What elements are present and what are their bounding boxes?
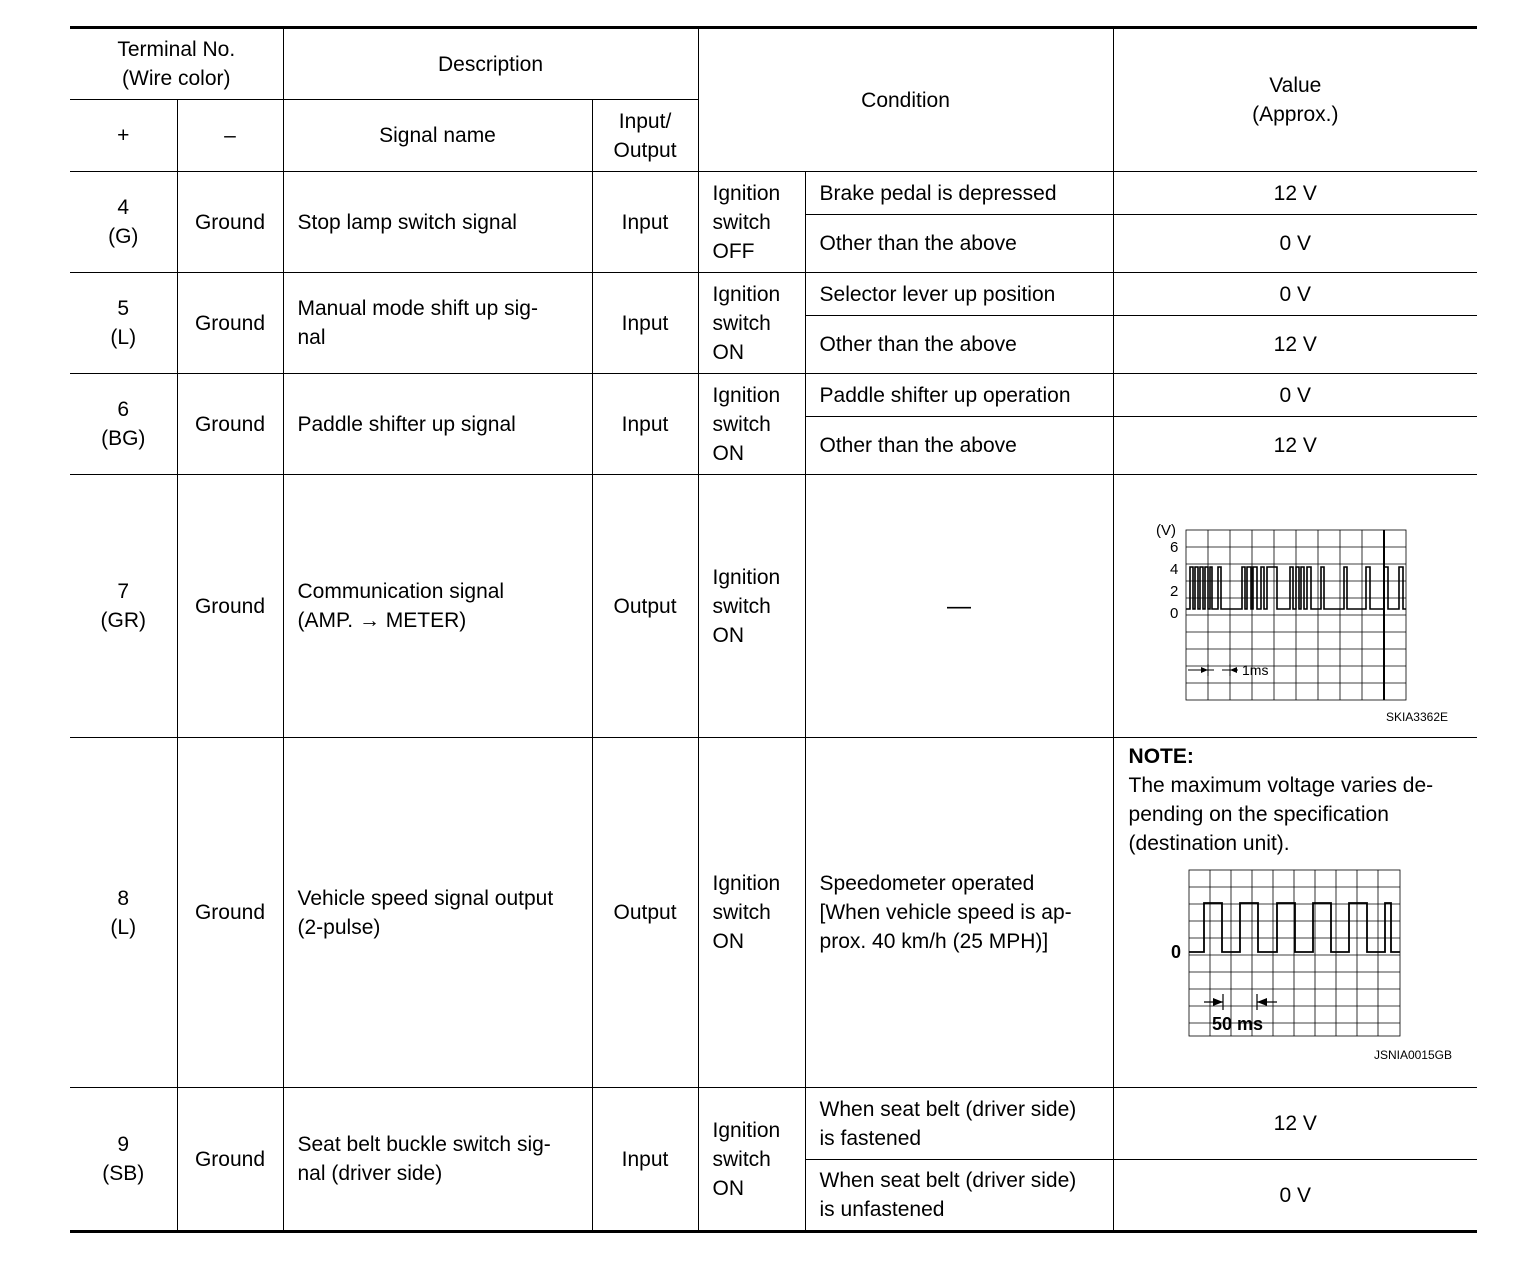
value-cell: 0 V [1113, 273, 1477, 316]
table-row [70, 273, 1477, 316]
io-cell: Output [592, 738, 698, 1088]
condition-header: Condition [698, 28, 1113, 172]
signal-name-header: Signal name [283, 100, 592, 172]
wave-tick-6: 6 [1169, 539, 1178, 556]
terminal-cell: 7 (GR) [70, 475, 177, 738]
condition-cell: When seat belt (driver side) is unfastened [805, 1160, 1113, 1232]
ground-cell: Ground [177, 475, 283, 738]
table-row [70, 374, 1477, 417]
condition-cell: Other than the above [805, 417, 1113, 475]
ignition-cell: Ignition switch ON [698, 273, 805, 374]
ignition-cell: Ignition switch OFF [698, 172, 805, 273]
wave-tick-2: 2 [1169, 583, 1178, 600]
table-row [70, 1088, 1477, 1160]
ground-cell: Ground [177, 172, 283, 273]
terminal-table-container [70, 26, 1477, 1233]
value-header: Value (Approx.) [1113, 28, 1477, 172]
ignition-cell: Ignition switch ON [698, 738, 805, 1088]
terminal-no-header: Terminal No. (Wire color) [70, 28, 283, 100]
description-header: Description [283, 28, 698, 100]
signal-name-cell: Manual mode shift up sig- nal [283, 273, 592, 374]
value-cell: 0 V [1113, 215, 1477, 273]
signal-name-cell: Vehicle speed signal output (2-pulse) [283, 738, 592, 1088]
condition-cell: Brake pedal is depressed [805, 172, 1113, 215]
value-cell-waveform [1113, 475, 1477, 738]
signal-name-cell: Stop lamp switch signal [283, 172, 592, 273]
condition-cell: Other than the above [805, 316, 1113, 374]
condition-cell: — [805, 475, 1113, 738]
table-row [70, 475, 1477, 738]
wave-tick-0: 0 [1169, 605, 1178, 622]
terminal-cell: 9 (SB) [70, 1088, 177, 1232]
value-cell: 0 V [1113, 1160, 1477, 1232]
signal-name-cell: Paddle shifter up signal [283, 374, 592, 475]
io-cell: Output [592, 475, 698, 738]
terminal-cell: 5 (L) [70, 273, 177, 374]
terminal-cell: 8 (L) [70, 738, 177, 1088]
terminal-cell: 4 (G) [70, 172, 177, 273]
speed-pulse-waveform [1114, 860, 1459, 1068]
wave-unit-label: (V) [1155, 522, 1176, 539]
io-cell: Input [592, 273, 698, 374]
signal-name-cell: Communication signal (AMP. → METER) [283, 475, 592, 738]
input-output-header: Input/ Output [592, 100, 698, 172]
ignition-cell: Ignition switch ON [698, 475, 805, 738]
ground-cell: Ground [177, 738, 283, 1088]
condition-cell: Speedometer operated [When vehicle speed is ap- prox. 40 km/h (25 MPH)] [805, 738, 1113, 1088]
ground-cell: Ground [177, 1088, 283, 1232]
figure-code: SKIA3362E [1385, 710, 1448, 724]
wave-time-label: 50 ms [1211, 1014, 1263, 1034]
io-cell: Input [592, 172, 698, 273]
ignition-cell: Ignition switch ON [698, 1088, 805, 1232]
table-row [70, 172, 1477, 215]
value-cell: 12 V [1113, 316, 1477, 374]
value-cell-note [1113, 738, 1477, 1088]
condition-cell: Paddle shifter up operation [805, 374, 1113, 417]
communication-waveform [1114, 475, 1477, 737]
io-cell: Input [592, 1088, 698, 1232]
header-row-1 [70, 28, 1477, 100]
wave-zero-label: 0 [1170, 942, 1181, 962]
communication-waveform-graphic [1114, 475, 1477, 737]
ground-cell: Ground [177, 374, 283, 475]
note-label: NOTE: [1128, 745, 1194, 768]
terminal-cell: 6 (BG) [70, 374, 177, 475]
value-cell: 12 V [1113, 417, 1477, 475]
wave-time-label: 1ms [1241, 662, 1268, 678]
figure-code: JSNIA0015GB [1373, 1048, 1452, 1062]
condition-cell: When seat belt (driver side) is fastened [805, 1088, 1113, 1160]
note-text: The maximum voltage varies de- pending on the specification (destination unit). [1128, 774, 1434, 855]
value-cell: 12 V [1113, 172, 1477, 215]
plus-header: + [70, 100, 177, 172]
io-cell: Input [592, 374, 698, 475]
value-cell: 12 V [1113, 1088, 1477, 1160]
ground-cell: Ground [177, 273, 283, 374]
condition-cell: Selector lever up position [805, 273, 1113, 316]
terminal-table [70, 26, 1477, 1233]
table-row [70, 738, 1477, 1088]
minus-header: – [177, 100, 283, 172]
value-cell: 0 V [1113, 374, 1477, 417]
wave-tick-4: 4 [1169, 561, 1178, 578]
signal-name-cell: Seat belt buckle switch sig- nal (driver side) [283, 1088, 592, 1232]
ignition-cell: Ignition switch ON [698, 374, 805, 475]
condition-cell: Other than the above [805, 215, 1113, 273]
